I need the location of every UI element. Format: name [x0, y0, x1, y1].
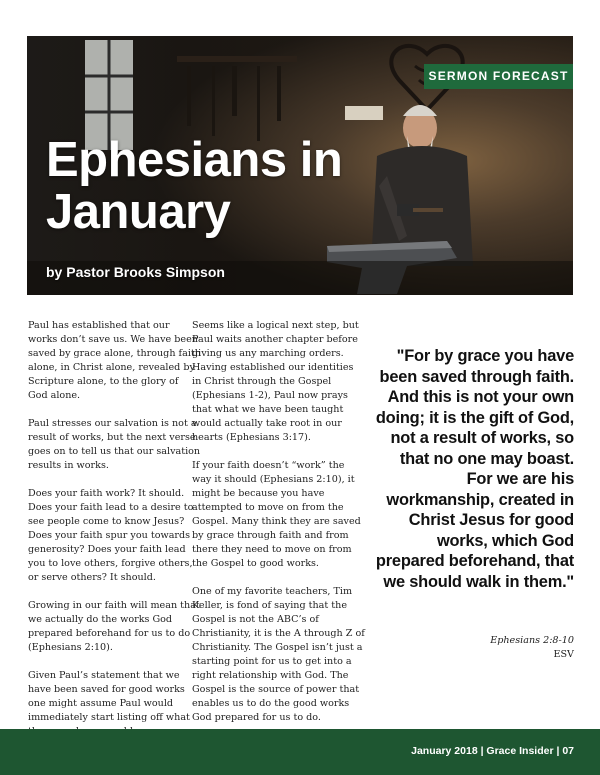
paragraph: Paul stresses our salvation is not a result of works, but the next verse goes on to tell us that our salvation results in works.: [28, 418, 201, 471]
author-byline: by Pastor Brooks Simpson: [46, 264, 225, 280]
bible-version: ESV: [553, 649, 574, 660]
pull-quote: "For by grace you have been saved through faith. And this is not your own doing; it is the gift of God, not a result of works, so that no one may boast. For we are his workmanship, created in Christ Jesus for good works, which God prepared beforehand, that we should walk in them.": [375, 347, 574, 591]
scripture-reference: Ephesians 2:8-10: [490, 635, 574, 646]
page-title: Ephesians in January: [46, 133, 343, 239]
paragraph: Paul has established that our works don’t save us. We have been saved by grace alone, through faith alone, in Christ alone, revealed by Scripture alone, to the glory of God alone.: [28, 320, 201, 401]
paragraph: One of my favorite teachers, Tim Keller, is fond of saying that the Gospel is not the ABC’s of Christianity, it is the A through Z of Christianity. The Gospel isn’t just a starting point for us to get into a right relationship with God. The Gospel is the source of power that enables us to do the good works God prepared for us to do.: [192, 586, 365, 723]
paragraph: Growing in our faith will mean that we actually do the works God prepared beforehand for us to do (Ephesians 2:10).: [28, 600, 200, 653]
paragraph: Does your faith work? It should. Does your faith lead to a desire to see people come to know Jesus? Does your faith spur you towards generosity? Does your faith lead you to love others, forgive others, or serve others? It should.: [28, 488, 194, 583]
footer-issue-info: January 2018 | Grace Insider | 07: [411, 745, 574, 757]
paragraph: Seems like a logical next step, but Paul waits another chapter before giving us any marching orders. Having established our identities in Christ through the Gospel (Ephesians 1-2), Paul now prays that what we have been taught would actually take root in our hearts (Ephesians 3:17).: [192, 320, 359, 443]
quote-citation: [420, 634, 574, 662]
article-column-2: [192, 319, 365, 739]
paragraph: Given Paul’s statement that we have been saved for good works one might assume Paul would immediately start listing off what: [28, 670, 190, 723]
footer-bar: [0, 729, 600, 775]
hero-photo: [27, 36, 573, 295]
article-column-1: [28, 319, 201, 767]
paragraph: If your faith doesn’t “work” the way it should (Ephesians 2:10), it might be because you have attempted to move on from the Gospel. Many think they are saved by grace through faith and from there they need to move on from the Gospel to good works.: [192, 460, 361, 569]
section-tag: SERMON FORECAST: [424, 64, 573, 89]
